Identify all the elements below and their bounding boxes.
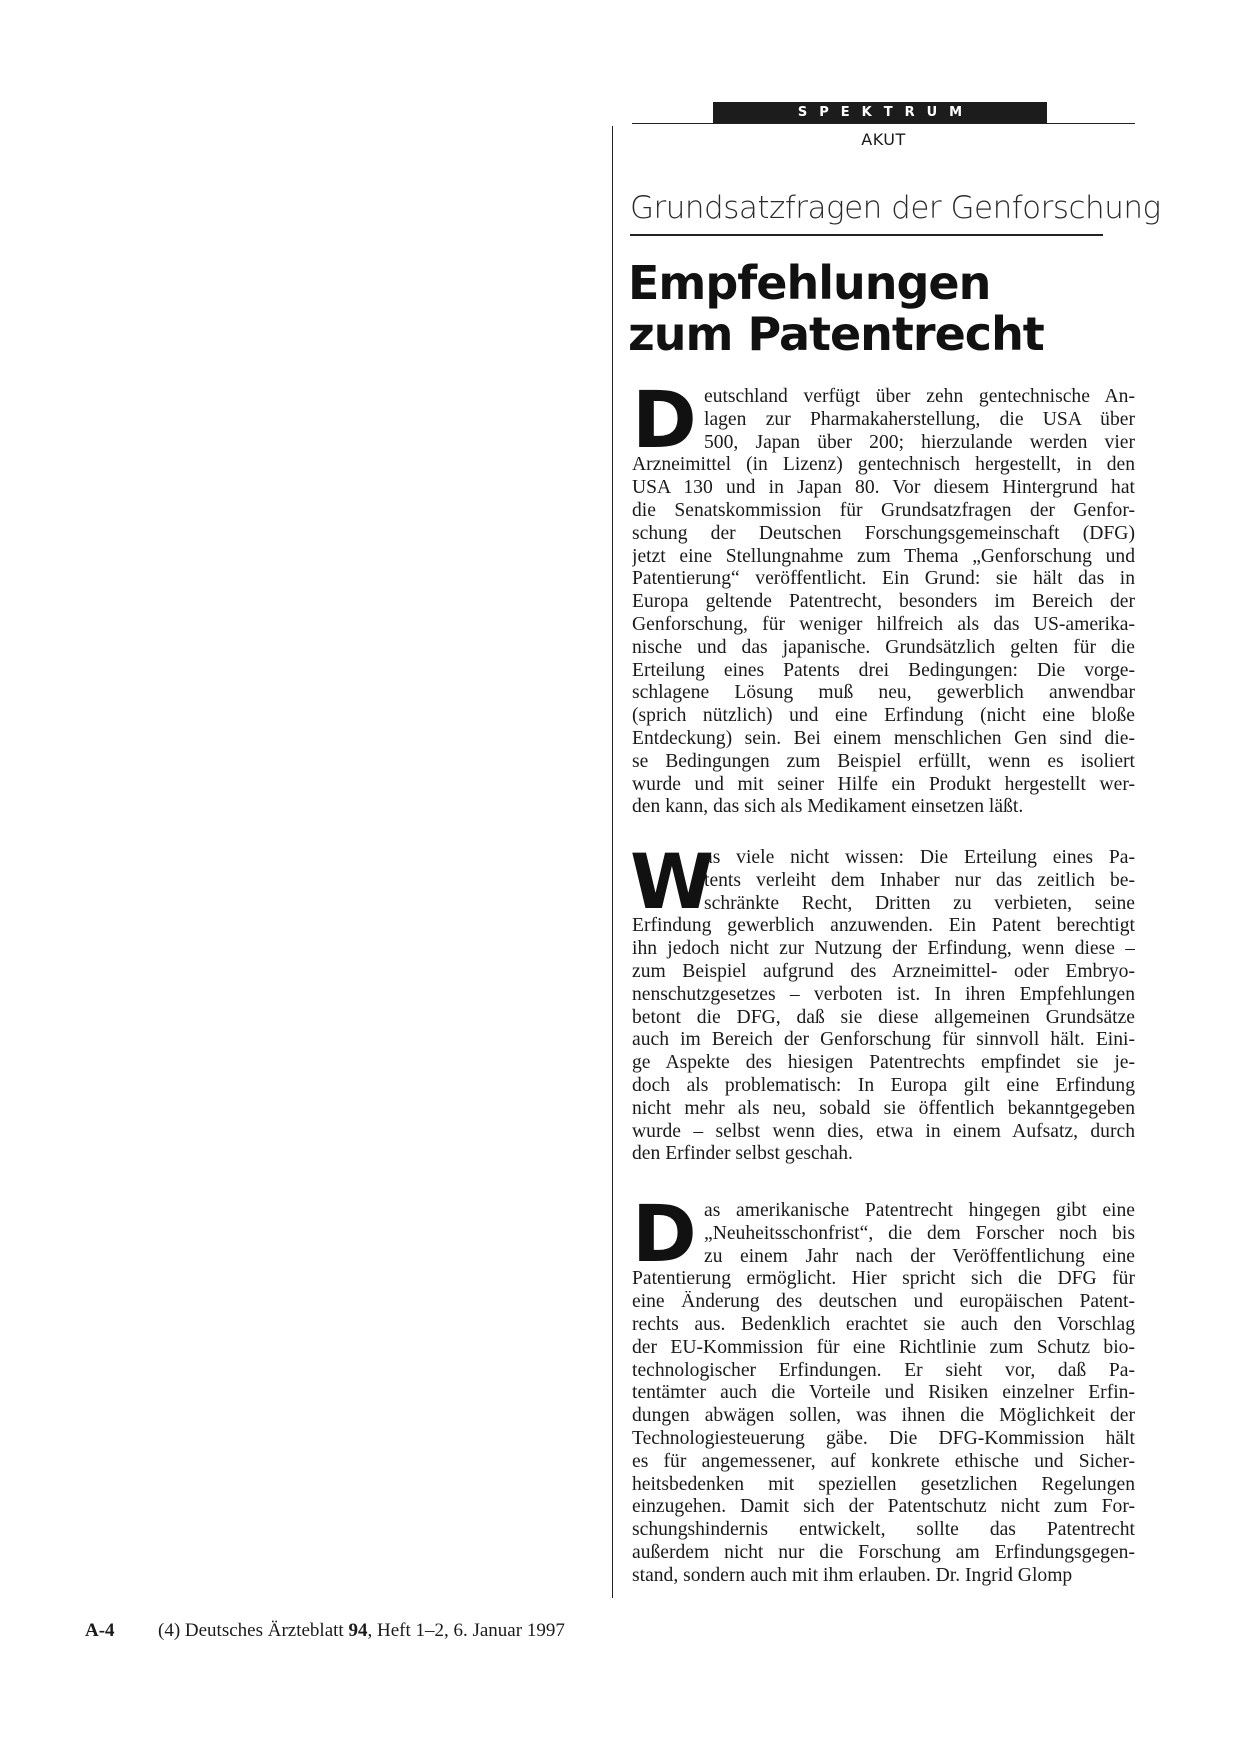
- text-line: die Senatskommission für Grundsatzfragen der Genfor-: [632, 499, 1135, 521]
- text-line: jetzt eine Stellungnahme zum Thema „Genforschung und: [632, 545, 1135, 567]
- column-rule: [612, 126, 613, 1598]
- text-line: Arzneimittel (in Lizenz) gentechnisch hergestellt, in den: [632, 454, 1135, 476]
- header-rule: [632, 123, 1135, 124]
- text-line: Technologiesteuerung gäbe. Die DFG-Kommission hält: [632, 1427, 1135, 1449]
- text-line: Patentierung ermöglicht. Hier spricht sich die DFG für: [632, 1268, 1135, 1290]
- text-line: Erfindung gewerblich anzuwenden. Ein Patent berechtigt: [632, 915, 1135, 937]
- text-line: schlagene Lösung muß neu, gewerblich anwendbar: [632, 682, 1135, 704]
- text-line: dungen abwägen sollen, was ihnen die Möglichkeit der: [632, 1405, 1135, 1427]
- headline-line: zum Patentrecht: [628, 307, 1044, 361]
- text-line: as amerikanische Patentrecht hingegen gibt eine: [704, 1200, 1135, 1221]
- text-line: lagen zur Pharmakaherstellung, die USA über: [704, 408, 1135, 430]
- drop-cap: W: [630, 837, 714, 926]
- text-line: (sprich nützlich) und eine Erfindung (nicht eine bloße: [632, 705, 1135, 727]
- text-line: tentämter auch die Vorteile und Risiken einzelner Erfin-: [632, 1382, 1135, 1404]
- text-line: eutschland verfügt über zehn gentechnische An-: [704, 386, 1135, 407]
- text-line: schungshindernis entwickelt, sollte das Patentrecht: [632, 1519, 1135, 1541]
- text-line: tents verleiht dem Inhaber nur das zeitlich be-: [704, 869, 1135, 891]
- kicker-underline: [630, 234, 1103, 236]
- text-line: den kann, das sich als Medikament einsetzen läßt.: [632, 796, 1024, 818]
- text-line: se Bedingungen zum Beispiel erfüllt, wenn es isoliert: [632, 750, 1135, 772]
- text-line: rechts aus. Bedenklich erachtet sie auch den Vorschlag: [632, 1313, 1135, 1335]
- text-line: technologischer Erfindungen. Er sieht vor, daß Pa-: [632, 1359, 1135, 1381]
- text-line: es für angemessener, auf konkrete ethische und Sicher-: [632, 1450, 1135, 1472]
- journal-citation: [158, 1620, 565, 1642]
- text-line: stand, sondern auch mit ihm erlauben. Dr. Ingrid Glomp: [632, 1564, 1073, 1586]
- text-line: Entdeckung) sein. Bei einem menschlichen Gen sind die-: [632, 727, 1135, 749]
- text-line: schränkte Recht, Dritten zu verbieten, seine: [704, 892, 1135, 914]
- drop-cap: D: [632, 1190, 697, 1280]
- text-line: nicht mehr als neu, sobald sie öffentlich bekanntgegeben: [632, 1097, 1135, 1119]
- text-line: wurde und mit seiner Hilfe ein Produkt hergestellt wer-: [632, 773, 1135, 795]
- article-paragraph: [630, 837, 1135, 1166]
- text-line: wurde – selbst wenn dies, etwa in einem Aufsatz, durch: [632, 1120, 1135, 1142]
- text-line: USA 130 und in Japan 80. Vor diesem Hintergrund hat: [632, 477, 1135, 499]
- text-line: „Neuheitsschonfrist“, die dem Forscher noch bis: [704, 1222, 1135, 1244]
- article-paragraph: [632, 376, 1135, 819]
- article-kicker: Grundsatzfragen der Genforschung: [630, 190, 1161, 226]
- text-line: Patentierung“ veröffentlicht. Ein Grund: sie hält das in: [632, 568, 1135, 590]
- article-headline: [628, 258, 1128, 360]
- text-line: Genforschung, für weniger hilfreich als das US-amerika-: [632, 613, 1135, 635]
- text-line: Europa geltende Patentrecht, besonders im Bereich der: [632, 591, 1135, 613]
- text-line: ihn jedoch nicht zur Nutzung der Erfindung, wenn diese –: [632, 938, 1135, 960]
- text-line: nische und das japanische. Grundsätzlich gelten für die: [632, 636, 1135, 658]
- text-line: betont die DFG, daß sie diese allgemeinen Grundsätze: [632, 1006, 1135, 1028]
- text-line: außerdem nicht nur die Forschung am Erfindungsgegen-: [632, 1541, 1135, 1563]
- citation-suffix: , Heft 1–2, 6. Januar 1997: [367, 1620, 565, 1641]
- text-line: doch als problematisch: In Europa gilt eine Erfindung: [632, 1074, 1135, 1096]
- text-line: as viele nicht wissen: Die Erteilung eines Pa-: [704, 847, 1135, 868]
- headline-line: Empfehlungen: [628, 256, 991, 310]
- text-line: Erteilung eines Patents drei Bedingungen: Die vorge-: [632, 659, 1135, 681]
- text-line: ge Aspekte des hiesigen Patentrechts empfindet sie je-: [632, 1052, 1135, 1074]
- text-line: einzugehen. Damit sich der Patentschutz nicht zum For-: [632, 1496, 1135, 1518]
- drop-cap: D: [632, 376, 697, 466]
- text-line: zu einem Jahr nach der Veröffentlichung eine: [704, 1245, 1135, 1267]
- text-line: zum Beispiel aufgrund des Arzneimittel- oder Embryo-: [632, 960, 1135, 982]
- text-line: der EU-Kommission für eine Richtlinie zum Schutz bio-: [632, 1336, 1135, 1358]
- article-paragraph: [632, 1190, 1135, 1588]
- text-line: auch im Bereich der Genforschung für sinnvoll hält. Eini-: [632, 1029, 1135, 1051]
- text-line: nenschutzgesetzes – verboten ist. In ihren Empfehlungen: [632, 983, 1135, 1005]
- section-subrubric: AKUT: [861, 130, 906, 149]
- text-line: eine Änderung des deutschen und europäischen Patent-: [632, 1291, 1135, 1313]
- section-rubric: SPEKTRUM: [713, 102, 1047, 123]
- text-line: den Erfinder selbst geschah.: [632, 1143, 853, 1165]
- text-line: 500, Japan über 200; hierzulande werden vier: [704, 431, 1135, 453]
- citation-prefix: (4) Deutsches Ärzteblatt: [158, 1620, 349, 1641]
- citation-volume: 94: [348, 1620, 368, 1641]
- text-line: heitsbedenken mit speziellen gesetzlichen Regelungen: [632, 1473, 1135, 1495]
- text-line: schung der Deutschen Forschungsgemeinschaft (DFG): [632, 522, 1135, 544]
- page-number: A-4: [85, 1620, 115, 1641]
